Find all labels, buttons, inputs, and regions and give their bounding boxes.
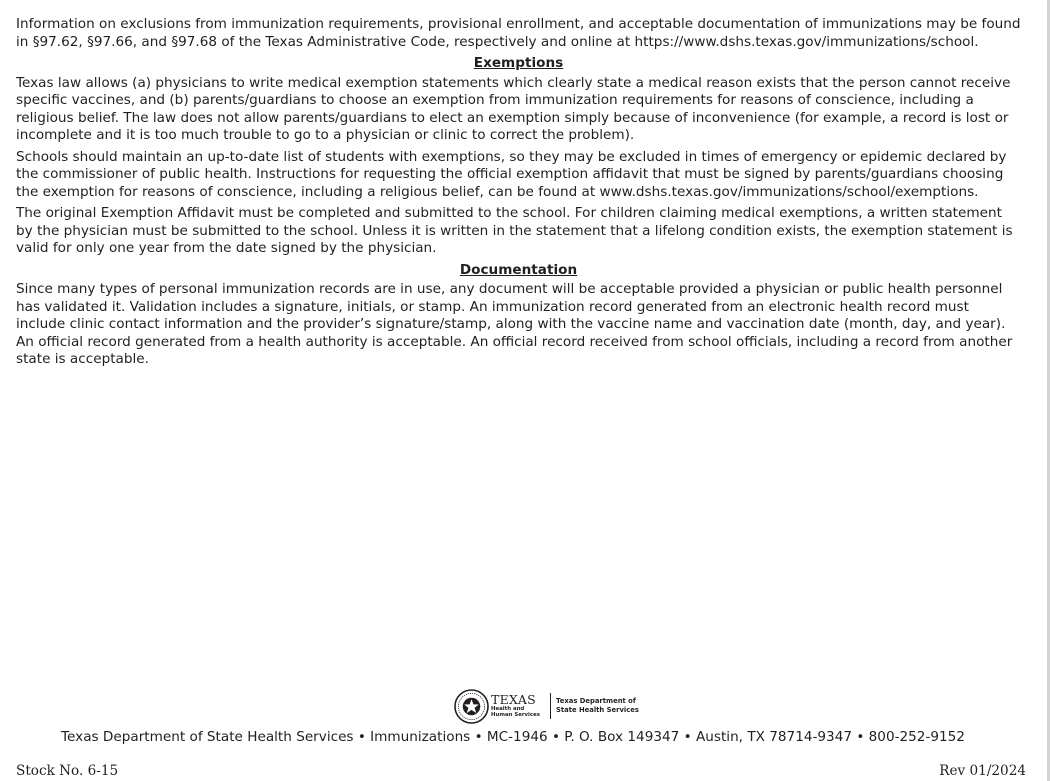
logo-texas-text [491, 694, 547, 718]
documentation-heading: Documentation [459, 261, 578, 278]
logo-dshs-label: Texas Department of State Health Services [556, 697, 639, 714]
logo-texas-wordmark: TEXAS [491, 692, 537, 707]
documentation-paragraph: Since many types of personal immunization records are in use, any document will be acceptable provided a physician or public health personnel has validated it. Validation includes a signature, initials, or stamp. An immunization record generated from an electronic health record must include clinic contact information and the provider’s signature/stamp, along with the vaccine name and vaccination date (month, day, and year). An official record generated from a health authority is acceptable. An official record received from school officials, including a record from another state is acceptable. [16, 281, 1013, 367]
footer-address: Texas Department of State Health Services • Immunizations • MC-1946 • P. O. Box 149347 • Austin, TX 78714-9347 • 800-252-9152 [61, 729, 965, 745]
exemptions-paragraph-1: Texas law allows (a) physicians to write medical exemption statements which clearly state a medical reason exists that the person cannot receive specific vaccines, and (b) parents/guardians to choose an exemption from immunization requirements for reasons of conscience, including a religious belief. The law does not allow parents/guardians to elect an exemption simply because of inconvenience (for example, a record is lost or incomplete and it is too much trouble to go to a physician or clinic to correct the problem). [16, 74, 1011, 143]
logo-divider [550, 693, 551, 719]
exemptions-paragraph-3: The original Exemption Affidavit must be completed and submitted to the school. For children claiming medical exemptions, a written statement by the physician must be submitted to the school. Unless it is written in the statement that a lifelong condition exists, the exemption statement is valid for only one year from the date signed by the physician. [16, 205, 1013, 256]
stock-number: Stock No. 6-15 [16, 763, 119, 779]
exemptions-heading: Exemptions [473, 55, 564, 71]
texas-hhs-logo [454, 688, 640, 724]
document-body [16, 16, 1021, 373]
intro-paragraph: Information on exclusions from immunization requirements, provisional enrollment, and acceptable documentation of immunizations may be found in §97.62, §97.66, and §97.68 of the Texas Administrative Code, respectively and online at https://www.dshs.texas.gov/immunizations/school. [16, 16, 1021, 50]
revision-date: Rev 01/2024 [939, 763, 1026, 779]
texas-seal-icon [454, 689, 489, 724]
logo-hhs-label: Health and Human Services [491, 706, 540, 718]
exemptions-paragraph-2: Schools should maintain an up-to-date list of students with exemptions, so they may be excluded in times of emergency or epidemic declared by the commissioner of public health. Instructions for requesting the official exemption affidavit that must be signed by parents/guardians choosing the exemption for reasons of conscience, including a religious belief, can be found at www.dshs.texas.gov/immunizations/school/exemptions. [16, 148, 1007, 200]
